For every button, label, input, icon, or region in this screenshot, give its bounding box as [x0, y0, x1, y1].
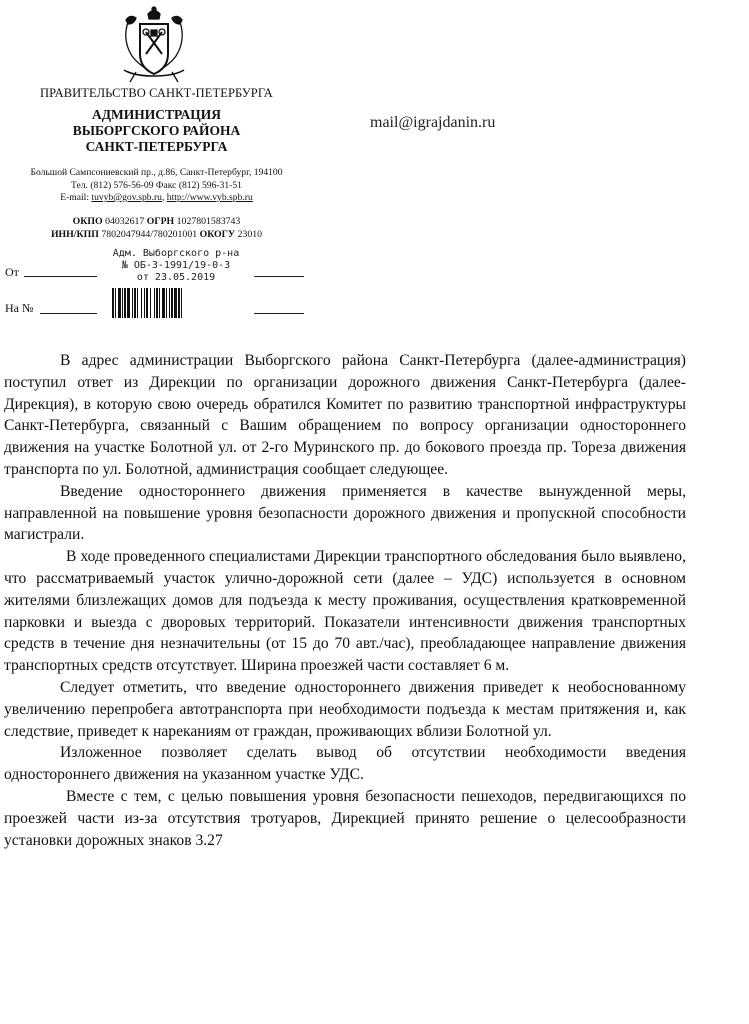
admin-line-2: ВЫБОРГСКОГО РАЙОНА — [72, 123, 241, 138]
paragraph-4: Следует отметить, что введение одностороннего движения приведет к необоснованному увеличению перепробега автотранспорта при необходимости подъезда к местам притяжения и, как следствие, приведет к нареканиям от граждан, проживающих вблизи Болотной ул. — [4, 678, 686, 740]
letter-body — [4, 350, 686, 851]
codes-line-2 — [0, 229, 313, 242]
paragraph-5: Изложенное позволяет сделать вывод об отсутствии необходимости введения одностороннего движения на указанном участке УДС. — [4, 744, 686, 784]
inn-value: 7802047944/780201001 — [101, 228, 198, 240]
paragraph-3: В ходе проведенного специалистами Дирекции транспортного обследования было выявлено, что рассматриваемый участок улично-дорожной сети (далее – УДС) используется в основном жителями близлежащих домов для подъезда к месту проживания, осуществления кратковременной парковки и выезда с дворовых территорий. Показатели интенсивности движения транспортных средств в течение дня незначительны (от 15 до 70 авт./час), преобладающее направление движения транспортных средств отсутствует. Ширина проезжей части составляет 6 м. — [4, 548, 686, 675]
number-field-line — [40, 313, 97, 314]
from-label: От — [5, 265, 19, 279]
stamp-line-3: от 23.05.2019 — [136, 272, 216, 283]
from-field-line-right — [252, 276, 304, 277]
website-link[interactable]: http://www.vyb.spb.ru — [166, 192, 253, 203]
codes-line-1 — [0, 216, 313, 229]
number-label: На № — [5, 301, 34, 315]
number-field-line-right — [252, 313, 304, 314]
registration-stamp — [98, 248, 254, 333]
admin-line-1: АДМИНИСТРАЦИЯ — [91, 107, 222, 122]
paragraph-6: Вместе с тем, с целью повышения уровня безопасности пешеходов, передвигающихся по проезжей части из-за отсутствия тротуаров, Дирекцией принято решение о целесообразности установки дорожных знаков 3.27 — [4, 787, 686, 849]
from-field-line — [24, 276, 97, 277]
contact-block — [0, 167, 313, 205]
postal-address: Большой Сампсониевский пр., д.86, Санкт-Петербург, 194100 — [30, 167, 283, 178]
email-website: E-mail: tuvyb@gov.spb.ru, http://www.vyb.spb.ru — [60, 192, 253, 203]
ogrn-value: 1027801583743 — [176, 216, 241, 227]
recipient-email: mail@igrajdanin.ru — [370, 114, 496, 131]
coat-of-arms-emblem — [118, 6, 190, 84]
okpo-value: 04032617 — [105, 216, 145, 227]
stamp-line-1: Адм. Выборгского р-на — [112, 248, 240, 259]
paragraph-2: Введение одностороннего движения применяется в качестве вынужденной меры, направленной на повышение уровня безопасности дорожного движения и пропускной способности магистрали. — [4, 482, 686, 544]
ogrn-label: ОГРН — [146, 216, 175, 227]
okpo-label: ОКПО — [72, 216, 103, 227]
email-link[interactable]: tuvyb@gov.spb.ru — [91, 192, 162, 203]
admin-line-3: САНКТ-ПЕТЕРБУРГА — [85, 139, 228, 154]
inn-label: ИНН/КПП — [50, 228, 99, 240]
phone-fax: Тел. (812) 576-56-09 Факс (812) 596-31-51 — [71, 179, 242, 191]
stamp-line-2: № ОБ-3-1991/19-0-3 — [121, 260, 231, 271]
registry-codes — [0, 216, 313, 241]
paragraph-1: В адрес администрации Выборгского района Санкт-Петербурга (далее-администрация) поступил ответ из Дирекции по организации дорожного движения Санкт-Петербурга (далее-Дирекция), в которую свою очередь обратился Комитет по развитию транспортной инфраструктуры Санкт-Петербурга, связанный с Вашим обращением по вопросу организации одностороннего движения на участке Болотной ул. от 2-го Муринского пр. до бокового проезда пр. Тореза движения транспорта по ул. Болотной, администрация сообщает следующее. — [4, 352, 686, 478]
government-title: ПРАВИТЕЛЬСТВО САНКТ-ПЕТЕРБУРГА — [40, 86, 273, 100]
administration-name — [0, 107, 313, 155]
barcode-image — [112, 288, 240, 318]
email-label: E-mail: — [60, 192, 89, 203]
okogu-label: ОКОГУ — [199, 228, 236, 240]
okogu-value: 23010 — [237, 228, 263, 240]
